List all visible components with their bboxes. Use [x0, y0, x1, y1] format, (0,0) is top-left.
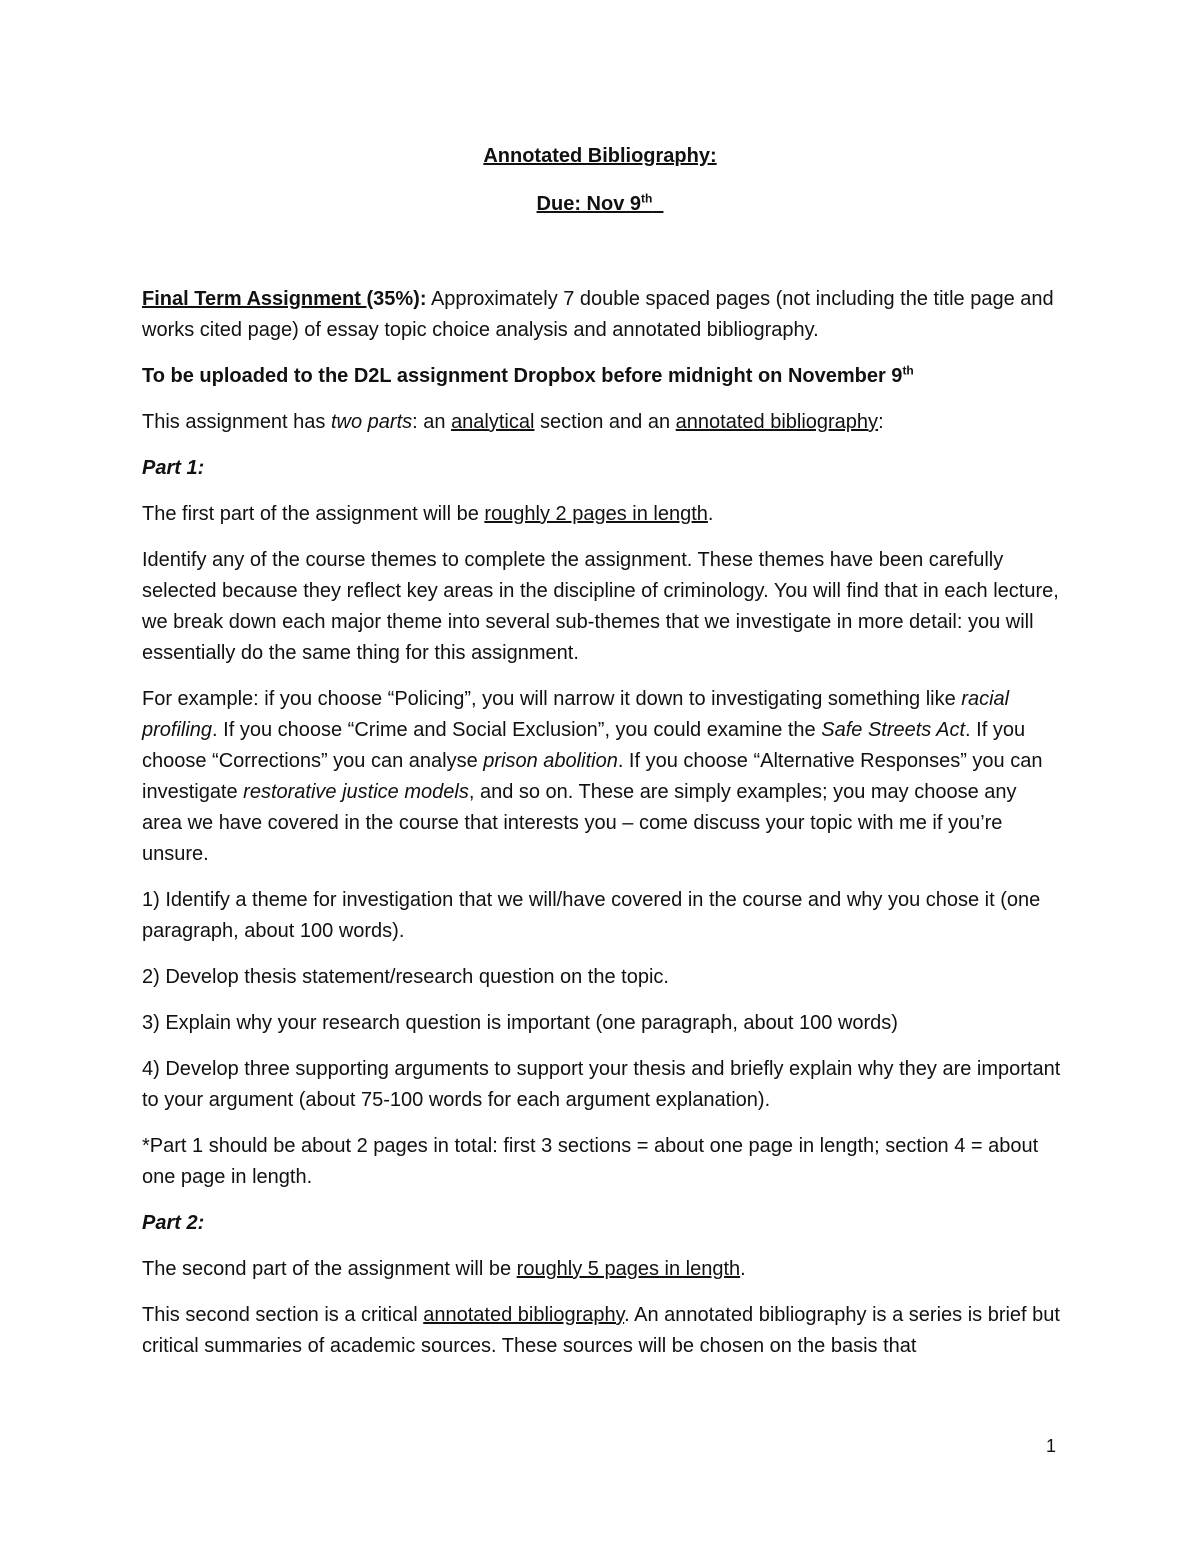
part1-heading: Part 1: [142, 457, 205, 479]
document-title [0, 145, 1200, 168]
assignment-intro: Final Term Assignment (35%): Approximately 7 double spaced pages (not including the title page and works cited page) of essay topic choice analysis and annotated bibliography. [142, 288, 1054, 341]
upload-instruction: To be uploaded to the D2L assignment Dropbox before midnight on November 9th [142, 363, 914, 387]
part1-step-4: 4) Develop three supporting arguments to support your thesis and briefly explain why they are important to your argument (about 75-100 words for each argument explanation). [142, 1058, 1061, 1111]
parts-overview: This assignment has two parts: an analytical section and an annotated bibliography: [142, 411, 884, 433]
part1-note: *Part 1 should be about 2 pages in total: first 3 sections = about one page in length; section 4 = about one page in length. [142, 1135, 1039, 1188]
document-body [142, 284, 1062, 1377]
part1-themes: Identify any of the course themes to complete the assignment. These themes have been carefully selected because they reflect key areas in the discipline of criminology. You will find that in each lecture, we break down each major theme into several sub-themes that we investigate in more detail: you will essentially do the same thing for this assignment. [142, 549, 1059, 664]
page-number: 1 [1046, 1436, 1057, 1456]
document-title-text: Annotated Bibliography: [483, 145, 717, 167]
due-date-text: Due: Nov 9th [536, 191, 653, 215]
part2-length: The second part of the assignment will be roughly 5 pages in length. [142, 1258, 746, 1280]
assignment-intro-label: Final Term Assignment [142, 288, 367, 310]
assignment-weight: (35%) [366, 288, 420, 310]
part1-step-3: 3) Explain why your research question is important (one paragraph, about 100 words) [142, 1012, 898, 1034]
part2-description: This second section is a critical annotated bibliography. An annotated bibliography is a series is brief but critical summaries of academic sources. These sources will be chosen on the basis that [142, 1304, 1060, 1357]
part1-step-1: 1) Identify a theme for investigation that we will/have covered in the course and why you chose it (one paragraph, about 100 words). [142, 889, 1041, 942]
part1-examples: For example: if you choose “Policing”, you will narrow it down to investigating something like racial profiling. If you choose “Crime and Social Exclusion”, you could examine the Safe Streets Act. If you choose “Corrections” you can analyse prison abolition. If you choose “Alternative Responses” you can investigate restorative justice models, and so on. These are simply examples; you may choose any area we have covered in the course that interests you – come discuss your topic with me if you’re unsure. [142, 688, 1043, 865]
part1-length: The first part of the assignment will be roughly 2 pages in length. [142, 503, 714, 525]
due-date [0, 193, 1200, 216]
assignment-intro-text: Approximately 7 double spaced pages (not including the title page and works cited page) of essay topic choice analysis and annotated bibliography. [142, 288, 1054, 341]
part1-step-2: 2) Develop thesis statement/research question on the topic. [142, 966, 669, 988]
part2-heading: Part 2: [142, 1212, 205, 1234]
